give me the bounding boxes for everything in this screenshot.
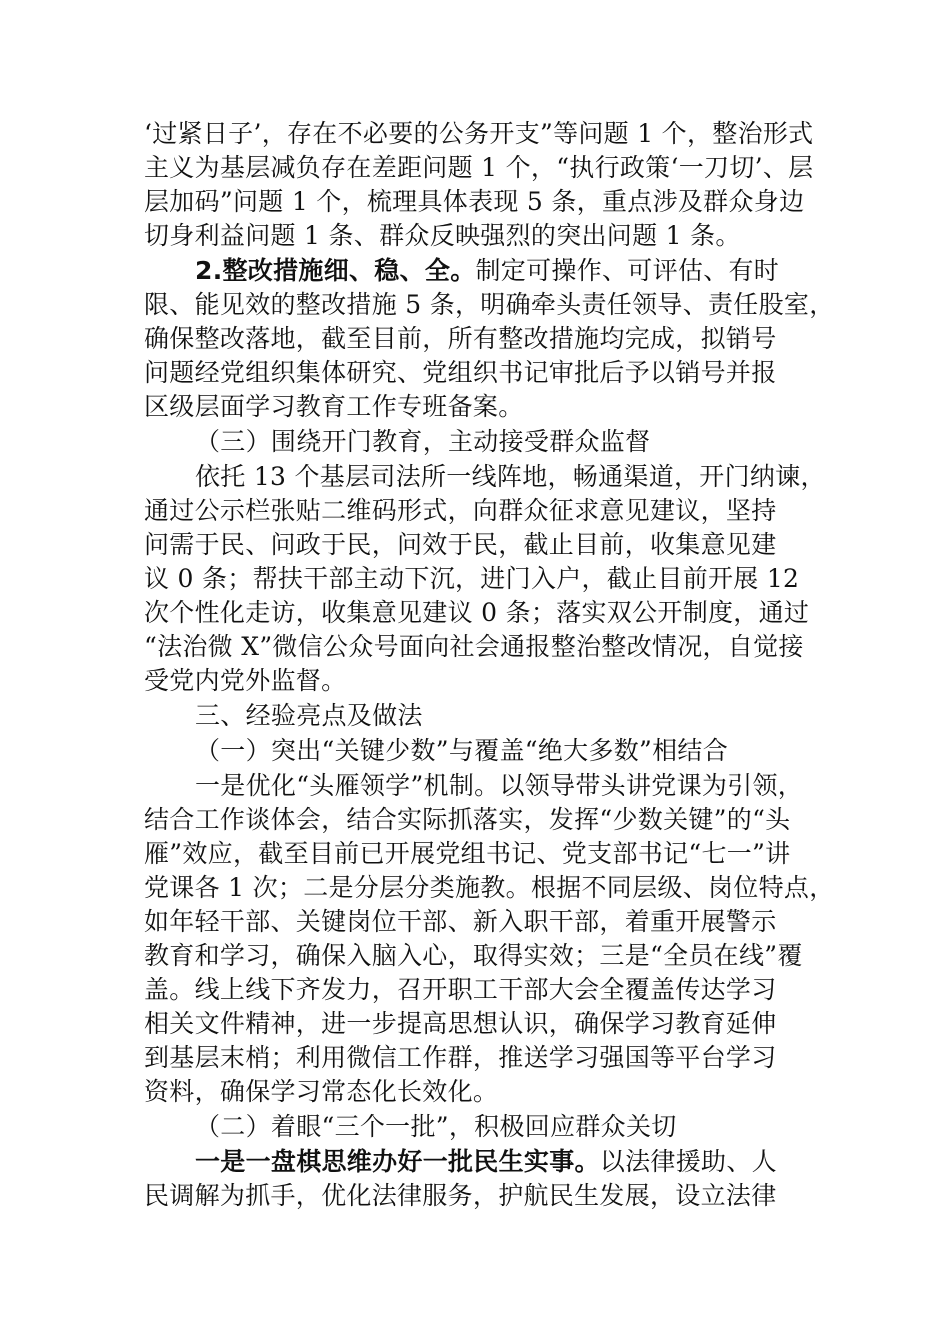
text-line-27: 相关文件精神，进一步提高思想认识，确保学习教育延伸 bbox=[144, 1009, 777, 1038]
text-line-14: 议 0 条；帮扶干部主动下沉，进门入户，截止目前开展 12 bbox=[144, 564, 800, 593]
text-line-6: 限、能见效的整改措施 5 条，明确牵头责任领导、责任股室， bbox=[144, 290, 835, 319]
text-line-21: 结合工作谈体会，结合实际抓落实，发挥“少数关键”的“头 bbox=[144, 805, 791, 834]
text-line-12: 通过公示栏张贴二维码形式，向群众征求意见建议，坚持 bbox=[144, 496, 777, 525]
text-line-1: ‘过紧日子’，存在不必要的公务开支”等问题 1 个，整治形式 bbox=[144, 119, 814, 148]
paragraph-livelihood bbox=[195, 1145, 777, 1179]
text-line-28: 到基层末梢；利用微信工作群，推送学习强国等平台学习 bbox=[144, 1043, 777, 1072]
section-heading-2: （二）着眼“三个一批”，积极回应群众关切 bbox=[195, 1112, 677, 1141]
text-line-8: 问题经党组织集体研究、党组织书记审批后予以销号并报 bbox=[144, 358, 777, 387]
text-line-23: 党课各 1 次；二是分层分类施教。根据不同层级、岗位特点， bbox=[144, 873, 835, 902]
heading-measures: 2.整改措施细、稳、全。 bbox=[195, 256, 476, 285]
text-line-2: 主义为基层减负存在差距问题 1 个，“执行政策‘一刀切’、层 bbox=[144, 153, 814, 182]
text-line-17: 受党内党外监督。 bbox=[144, 666, 347, 695]
text-line-3: 层加码”问题 1 个，梳理具体表现 5 条，重点涉及群众身边 bbox=[144, 187, 805, 216]
text-line-29: 资料，确保学习常态化长效化。 bbox=[144, 1077, 499, 1106]
text-line-24: 如年轻干部、关键岗位干部、新入职干部，着重开展警示 bbox=[144, 907, 777, 936]
text-line-11: 依托 13 个基层司法所一线阵地，畅通渠道，开门纳谏， bbox=[195, 462, 826, 491]
section-heading-3: （三）围绕开门教育，主动接受群众监督 bbox=[195, 427, 651, 456]
text-line-16: “法治微 X”微信公众号面向社会通报整治整改情况，自觉接 bbox=[144, 632, 804, 661]
section-heading-1: （一）突出“关键少数”与覆盖“绝大多数”相结合 bbox=[195, 736, 729, 765]
heading-livelihood: 一是一盘棋思维办好一批民生实事。 bbox=[195, 1147, 600, 1176]
text-line-32: 民调解为抓手，优化法律服务，护航民生发展，设立法律 bbox=[144, 1181, 777, 1210]
text-line-15: 次个性化走访，收集意见建议 0 条；落实双公开制度，通过 bbox=[144, 598, 810, 627]
text-line-26: 盖。线上线下齐发力，召开职工干部大会全覆盖传达学习 bbox=[144, 975, 777, 1004]
section-title-experience: 三、经验亮点及做法 bbox=[195, 701, 423, 730]
text-line-9: 区级层面学习教育工作专班备案。 bbox=[144, 392, 524, 421]
paragraph-measures bbox=[195, 254, 779, 288]
text-line-22: 雁”效应，截至目前已开展党组书记、党支部书记“七一”讲 bbox=[144, 839, 791, 868]
text-line-20: 一是优化“头雁领学”机制。以领导带头讲党课为引领， bbox=[195, 771, 804, 800]
text-line-7: 确保整改落地，截至目前，所有整改措施均完成，拟销号 bbox=[144, 324, 777, 353]
text-line-4: 切身利益问题 1 条、群众反映强烈的突出问题 1 条。 bbox=[144, 221, 741, 250]
text-line-13: 问需于民、问政于民，问效于民，截止目前，收集意见建 bbox=[144, 530, 777, 559]
text-line-5: 制定可操作、可评估、有时 bbox=[475, 256, 780, 285]
text-line-25: 教育和学习，确保入脑入心，取得实效；三是“全员在线”覆 bbox=[144, 941, 803, 970]
text-line-31: 以法律援助、人 bbox=[599, 1147, 777, 1176]
